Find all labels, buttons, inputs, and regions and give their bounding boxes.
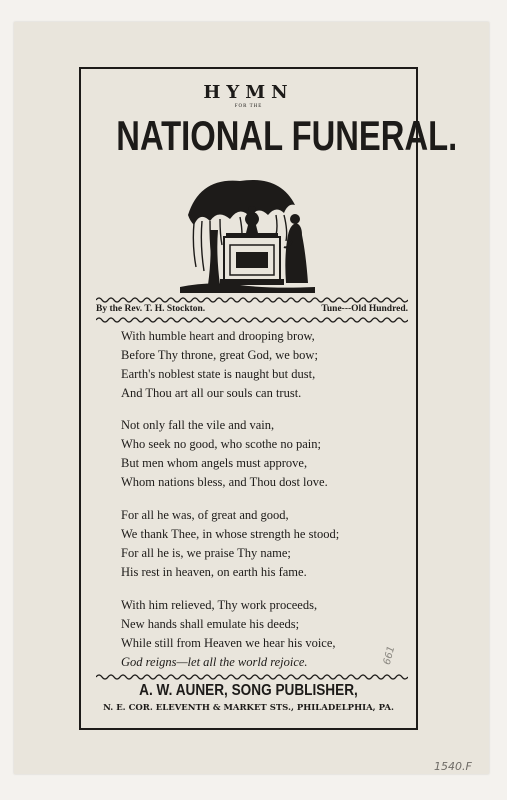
stanza-4	[121, 596, 411, 672]
verse-line: Before Thy throne, great God, we bow;	[121, 348, 318, 362]
top-wavy-rule	[96, 296, 408, 304]
verse-line: We thank Thee, in whose strength he stood;	[121, 527, 340, 541]
byline-wavy-rule	[96, 316, 408, 324]
verse-line: For all he is, we praise Thy name;	[121, 546, 291, 560]
page-title: NATIONAL FUNERAL.	[116, 112, 458, 159]
verse-line: But men whom angels must approve,	[121, 456, 308, 470]
verse-line: Earth's noblest state is naught but dust,	[121, 367, 316, 381]
mourning-tomb-engraving	[180, 175, 315, 293]
publisher-address: N. E. COR. ELEVENTH & MARKET STS., PHILADELPHIA, PA.	[103, 703, 394, 713]
verse-line: While still from Heaven we hear his voice,	[121, 636, 336, 650]
footer-wavy-rule	[96, 673, 408, 681]
byline	[96, 304, 408, 314]
verse-line: New hands shall emulate his deeds;	[121, 617, 300, 631]
hymn-heading: HYMN	[203, 82, 294, 103]
stanza-2	[121, 416, 411, 492]
author-credit: By the Rev. T. H. Stockton.	[96, 304, 206, 314]
for-the-label: FOR THE	[234, 104, 263, 109]
verse-line: For all he was, of great and good,	[121, 508, 289, 522]
stanza-1	[121, 327, 411, 403]
pencil-annotation: 661	[381, 644, 398, 667]
publisher-name: A. W. AUNER, SONG PUBLISHER,	[139, 682, 358, 699]
tune-credit: Tune---Old Hundred.	[321, 304, 408, 314]
verse-line: God reigns—let all the world rejoice.	[121, 655, 308, 669]
verse-line: Who seek no good, who scothe no pain;	[121, 437, 321, 451]
verse-line: Not only fall the vile and vain,	[121, 418, 275, 432]
stanza-3	[121, 506, 411, 582]
verse-line: His rest in heaven, on earth his fame.	[121, 565, 307, 579]
verse-line: Whom nations bless, and Thou dost love.	[121, 475, 328, 489]
catalog-number: 1540.F	[434, 760, 472, 773]
verse-line: With humble heart and drooping brow,	[121, 329, 315, 343]
verse-line: And Thou art all our souls can trust.	[121, 386, 302, 400]
verse-line: With him relieved, Thy work proceeds,	[121, 598, 318, 612]
